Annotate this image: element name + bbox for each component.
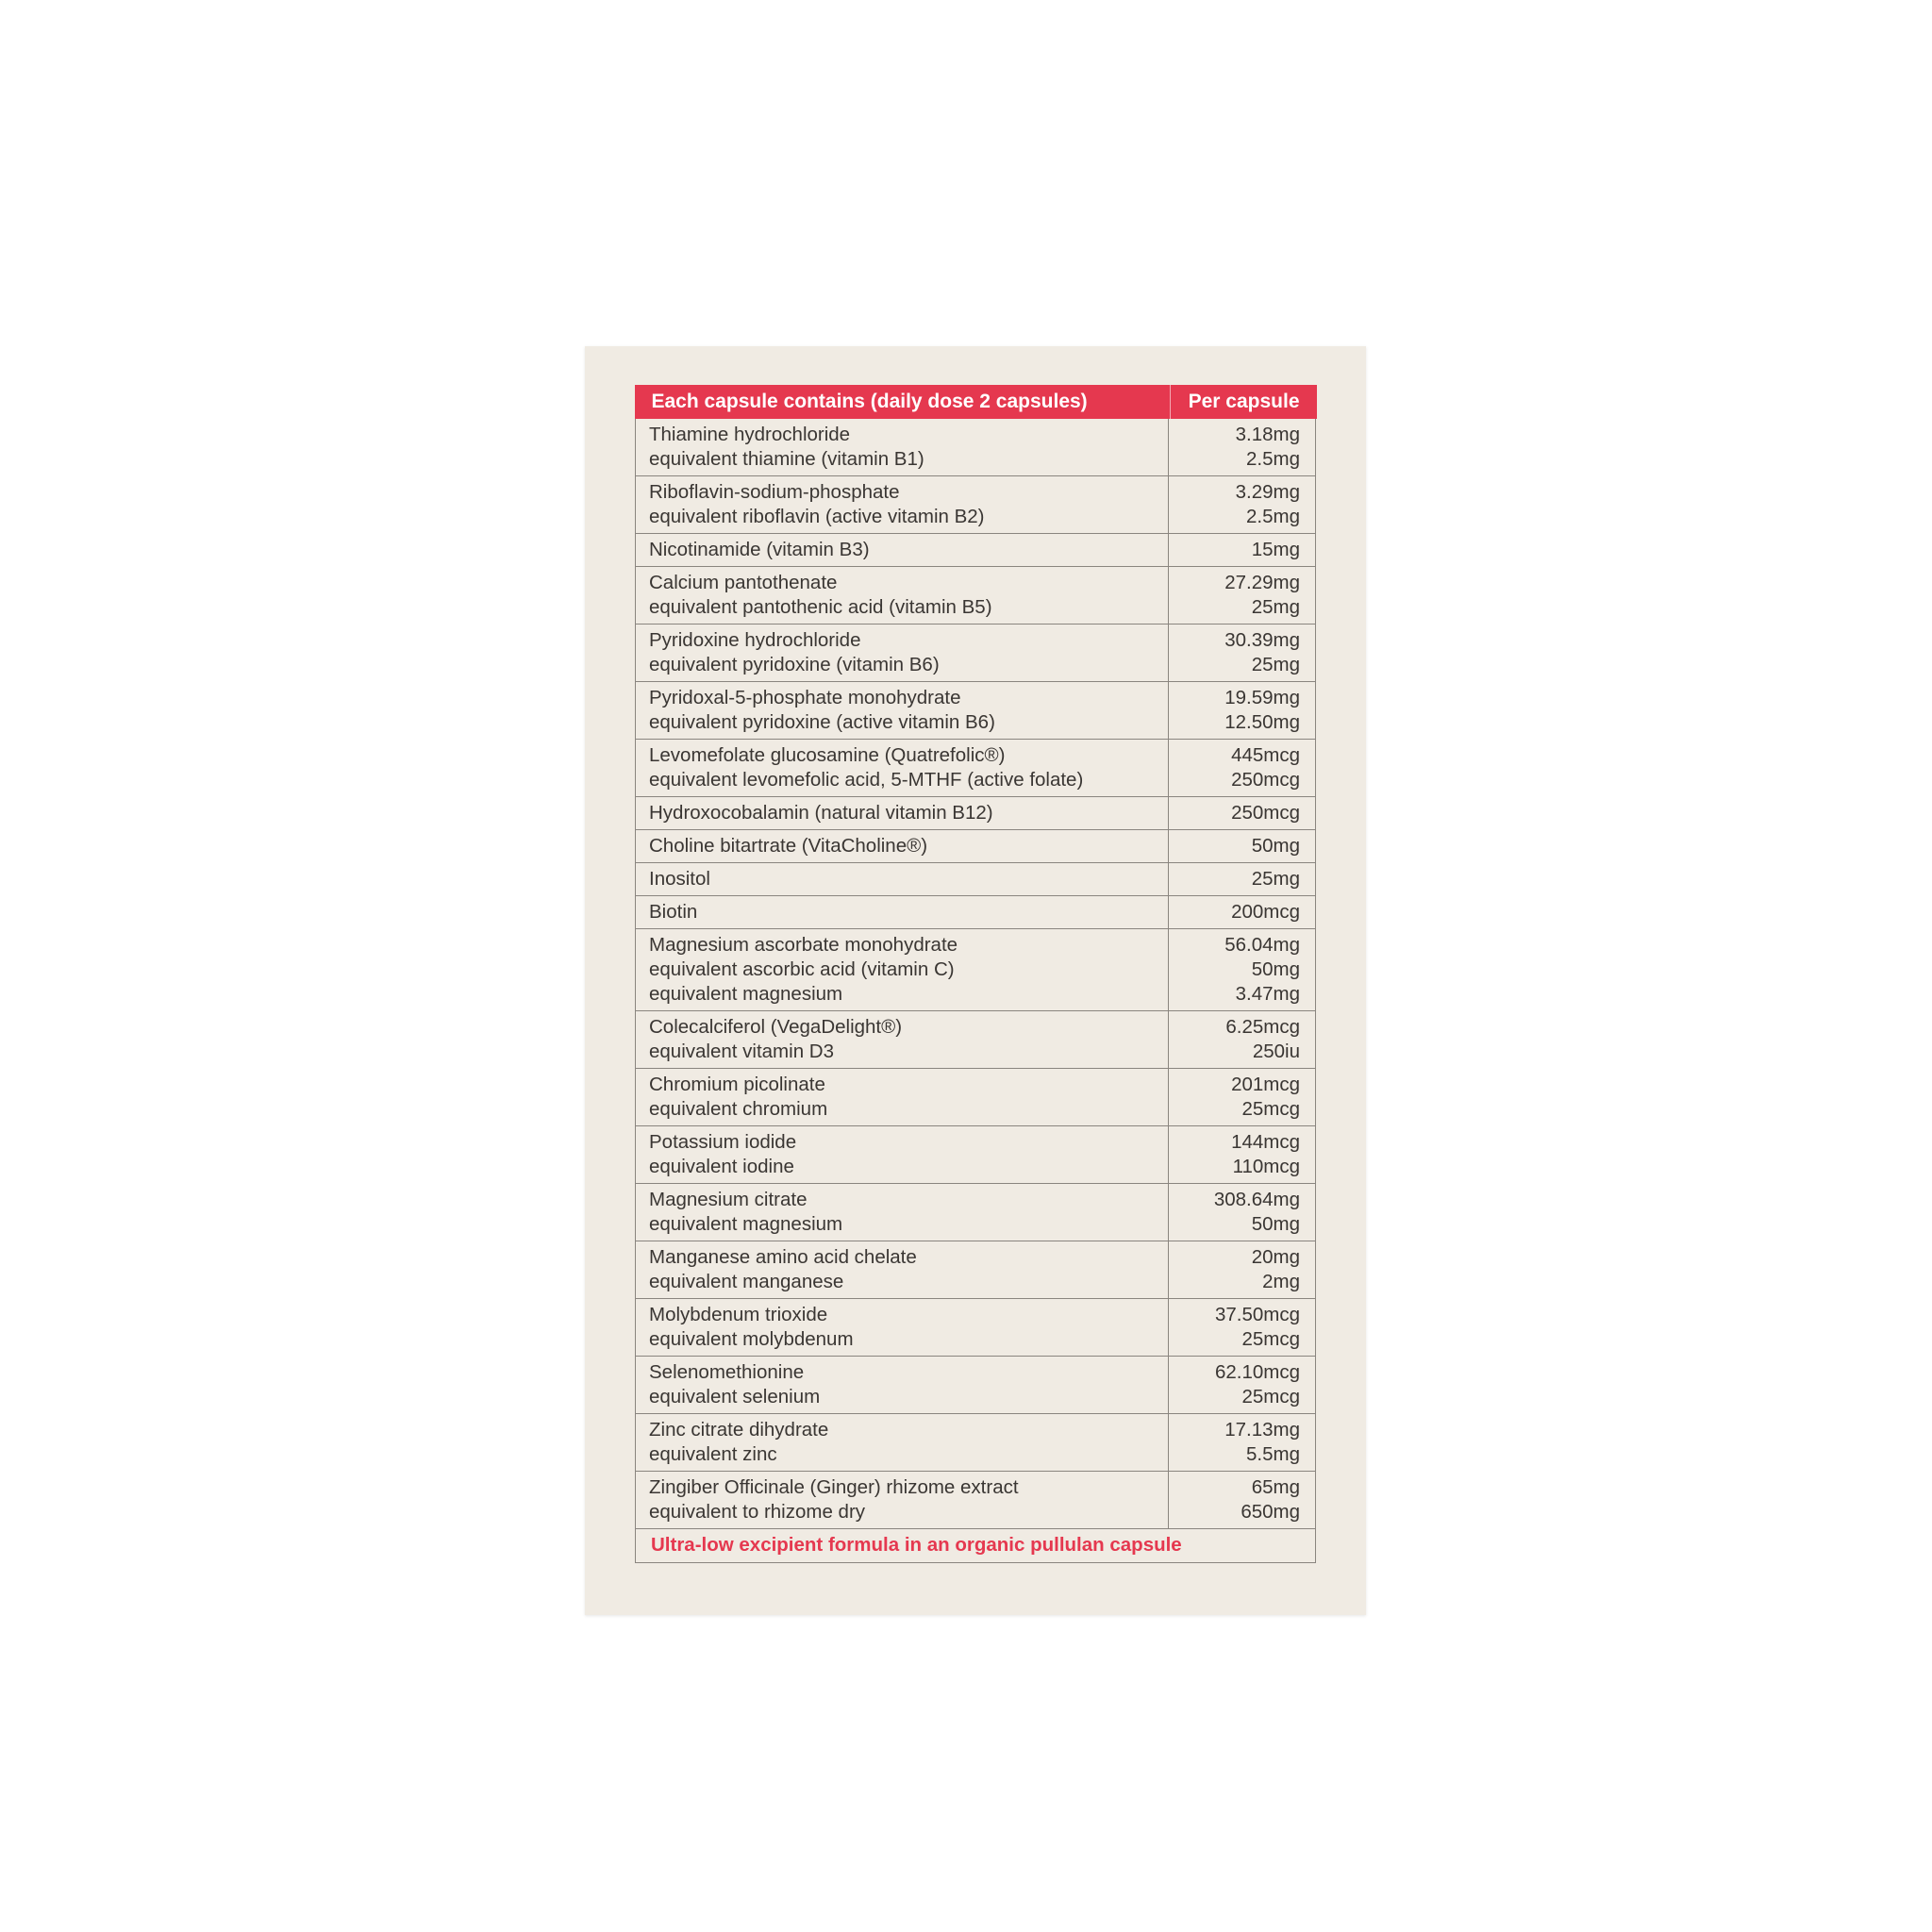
amount-line: 25mg bbox=[1251, 654, 1300, 675]
table-body bbox=[636, 419, 1315, 1529]
header-ingredient: Each capsule contains (daily dose 2 capsules) bbox=[635, 385, 1171, 419]
ingredient-line: Calcium pantothenate bbox=[649, 572, 838, 593]
ingredient-line: equivalent thiamine (vitamin B1) bbox=[649, 448, 924, 470]
amount-cell bbox=[1169, 896, 1315, 928]
table-header bbox=[635, 385, 1317, 419]
ingredient-line: equivalent levomefolic acid, 5-MTHF (active folate) bbox=[649, 769, 1084, 791]
table-row bbox=[636, 797, 1315, 830]
ingredient-cell bbox=[636, 1184, 1169, 1241]
table-row bbox=[636, 682, 1315, 740]
table-row bbox=[636, 830, 1315, 863]
amount-line: 17.13mg bbox=[1224, 1419, 1300, 1441]
ingredient-cell bbox=[636, 896, 1169, 928]
amount-line: 5.5mg bbox=[1246, 1443, 1300, 1465]
ingredient-line: equivalent to rhizome dry bbox=[649, 1501, 866, 1523]
amount-line: 3.47mg bbox=[1235, 983, 1300, 1005]
ingredient-cell bbox=[636, 534, 1169, 566]
amount-cell bbox=[1169, 625, 1315, 681]
ingredient-line: Zinc citrate dihydrate bbox=[649, 1419, 829, 1441]
amount-cell bbox=[1169, 476, 1315, 533]
ingredient-cell bbox=[636, 1241, 1169, 1298]
ingredient-cell bbox=[636, 1357, 1169, 1413]
ingredient-line: equivalent pyridoxine (vitamin B6) bbox=[649, 654, 940, 675]
table-row bbox=[636, 1241, 1315, 1299]
ingredient-cell bbox=[636, 682, 1169, 739]
ingredient-line: equivalent pyridoxine (active vitamin B6) bbox=[649, 711, 995, 733]
ingredient-line: equivalent pantothenic acid (vitamin B5) bbox=[649, 596, 992, 618]
amount-line: 25mg bbox=[1251, 596, 1300, 618]
table-row bbox=[636, 534, 1315, 567]
amount-cell bbox=[1169, 1011, 1315, 1068]
ingredient-line: Colecalciferol (VegaDelight®) bbox=[649, 1016, 903, 1038]
ingredient-cell bbox=[636, 830, 1169, 862]
amount-cell bbox=[1169, 863, 1315, 895]
amount-cell bbox=[1169, 682, 1315, 739]
ingredient-line: Chromium picolinate bbox=[649, 1074, 825, 1095]
amount-cell bbox=[1169, 1299, 1315, 1356]
ingredient-cell bbox=[636, 419, 1169, 475]
ingredient-cell bbox=[636, 625, 1169, 681]
ingredient-line: equivalent manganese bbox=[649, 1271, 844, 1292]
ingredient-line: equivalent molybdenum bbox=[649, 1328, 854, 1350]
ingredient-line: Pyridoxine hydrochloride bbox=[649, 629, 861, 651]
ingredient-line: equivalent magnesium bbox=[649, 1213, 843, 1235]
ingredient-cell bbox=[636, 1069, 1169, 1125]
amount-line: 250mcg bbox=[1231, 769, 1300, 791]
amount-line: 12.50mg bbox=[1224, 711, 1300, 733]
table-row bbox=[636, 863, 1315, 896]
amount-line: 200mcg bbox=[1231, 901, 1300, 923]
amount-cell bbox=[1169, 1241, 1315, 1298]
table-row bbox=[636, 567, 1315, 625]
amount-cell bbox=[1169, 1069, 1315, 1125]
ingredient-cell bbox=[636, 863, 1169, 895]
amount-line: 25mcg bbox=[1241, 1386, 1300, 1407]
amount-line: 650mg bbox=[1241, 1501, 1300, 1523]
ingredient-line: equivalent zinc bbox=[649, 1443, 777, 1465]
ingredient-line: Selenomethionine bbox=[649, 1361, 805, 1383]
amount-line: 25mg bbox=[1251, 868, 1300, 890]
table-row bbox=[636, 896, 1315, 929]
table-row bbox=[636, 476, 1315, 534]
ingredient-line: equivalent magnesium bbox=[649, 983, 843, 1005]
ingredient-cell bbox=[636, 797, 1169, 829]
table-row bbox=[636, 1184, 1315, 1241]
amount-line: 250mcg bbox=[1231, 802, 1300, 824]
ingredient-line: Riboflavin-sodium-phosphate bbox=[649, 481, 900, 503]
ingredient-line: Choline bitartrate (VitaCholine®) bbox=[649, 835, 928, 857]
amount-cell bbox=[1169, 740, 1315, 796]
table-row bbox=[636, 419, 1315, 476]
ingredient-cell bbox=[636, 1472, 1169, 1528]
ingredient-line: equivalent selenium bbox=[649, 1386, 821, 1407]
amount-cell bbox=[1169, 1357, 1315, 1413]
ingredient-cell bbox=[636, 929, 1169, 1010]
table-row bbox=[636, 1069, 1315, 1126]
amount-line: 25mcg bbox=[1241, 1098, 1300, 1120]
amount-line: 56.04mg bbox=[1224, 934, 1300, 956]
amount-line: 6.25mcg bbox=[1225, 1016, 1300, 1038]
amount-line: 25mcg bbox=[1241, 1328, 1300, 1350]
amount-line: 15mg bbox=[1251, 539, 1300, 560]
amount-cell bbox=[1169, 1414, 1315, 1471]
ingredient-line: Thiamine hydrochloride bbox=[649, 424, 851, 445]
amount-line: 2.5mg bbox=[1246, 448, 1300, 470]
ingredients-table bbox=[635, 385, 1316, 1563]
amount-cell bbox=[1169, 1472, 1315, 1528]
amount-cell bbox=[1169, 1184, 1315, 1241]
amount-line: 62.10mcg bbox=[1214, 1361, 1300, 1383]
amount-line: 308.64mg bbox=[1213, 1189, 1300, 1210]
amount-line: 3.18mg bbox=[1235, 424, 1300, 445]
table-row bbox=[636, 1472, 1315, 1529]
amount-line: 50mg bbox=[1251, 958, 1300, 980]
amount-line: 250iu bbox=[1252, 1041, 1300, 1062]
ingredient-line: Hydroxocobalamin (natural vitamin B12) bbox=[649, 802, 993, 824]
ingredient-line: equivalent chromium bbox=[649, 1098, 828, 1120]
amount-line: 19.59mg bbox=[1224, 687, 1300, 708]
table-row bbox=[636, 1011, 1315, 1069]
ingredient-line: Levomefolate glucosamine (Quatrefolic®) bbox=[649, 744, 1006, 766]
table-row bbox=[636, 929, 1315, 1011]
amount-cell bbox=[1169, 419, 1315, 475]
ingredient-line: Pyridoxal-5-phosphate monohydrate bbox=[649, 687, 961, 708]
amount-line: 50mg bbox=[1251, 835, 1300, 857]
amount-line: 110mcg bbox=[1232, 1156, 1300, 1177]
ingredient-line: Biotin bbox=[649, 901, 698, 923]
amount-line: 2.5mg bbox=[1246, 506, 1300, 527]
amount-line: 65mg bbox=[1251, 1476, 1300, 1498]
ingredient-cell bbox=[636, 740, 1169, 796]
amount-line: 50mg bbox=[1251, 1213, 1300, 1235]
amount-line: 37.50mcg bbox=[1214, 1304, 1300, 1325]
table-row bbox=[636, 740, 1315, 797]
amount-line: 27.29mg bbox=[1224, 572, 1300, 593]
ingredient-line: Manganese amino acid chelate bbox=[649, 1246, 917, 1268]
amount-line: 445mcg bbox=[1231, 744, 1300, 766]
ingredient-cell bbox=[636, 1414, 1169, 1471]
amount-cell bbox=[1169, 567, 1315, 624]
header-amount: Per capsule bbox=[1188, 391, 1300, 412]
amount-cell bbox=[1169, 797, 1315, 829]
ingredient-line: Potassium iodide bbox=[649, 1131, 797, 1153]
amount-line: 201mcg bbox=[1231, 1074, 1300, 1095]
ingredient-line: equivalent iodine bbox=[649, 1156, 794, 1177]
amount-cell bbox=[1169, 1126, 1315, 1183]
amount-line: 2mg bbox=[1262, 1271, 1300, 1292]
table-row bbox=[636, 1414, 1315, 1472]
ingredient-line: Nicotinamide (vitamin B3) bbox=[649, 539, 870, 560]
amount-cell bbox=[1169, 534, 1315, 566]
ingredient-cell bbox=[636, 1299, 1169, 1356]
ingredient-line: Inositol bbox=[649, 868, 710, 890]
amount-line: 144mcg bbox=[1231, 1131, 1300, 1153]
ingredient-line: equivalent riboflavin (active vitamin B2) bbox=[649, 506, 985, 527]
ingredient-line: Molybdenum trioxide bbox=[649, 1304, 828, 1325]
ingredient-cell bbox=[636, 567, 1169, 624]
table-row bbox=[636, 1357, 1315, 1414]
ingredient-line: equivalent ascorbic acid (vitamin C) bbox=[649, 958, 955, 980]
amount-line: 30.39mg bbox=[1224, 629, 1300, 651]
ingredient-cell bbox=[636, 1126, 1169, 1183]
amount-cell bbox=[1169, 929, 1315, 1010]
table-row bbox=[636, 625, 1315, 682]
ingredient-line: Magnesium citrate bbox=[649, 1189, 808, 1210]
amount-line: 3.29mg bbox=[1235, 481, 1300, 503]
table-footer-note: Ultra-low excipient formula in an organic pullulan capsule bbox=[651, 1534, 1182, 1556]
amount-cell bbox=[1169, 830, 1315, 862]
ingredient-cell bbox=[636, 476, 1169, 533]
ingredient-line: Magnesium ascorbate monohydrate bbox=[649, 934, 958, 956]
amount-line: 20mg bbox=[1251, 1246, 1300, 1268]
ingredient-cell bbox=[636, 1011, 1169, 1068]
ingredient-line: equivalent vitamin D3 bbox=[649, 1041, 834, 1062]
table-row bbox=[636, 1299, 1315, 1357]
ingredient-line: Zingiber Officinale (Ginger) rhizome extract bbox=[649, 1476, 1019, 1498]
table-row bbox=[636, 1126, 1315, 1184]
